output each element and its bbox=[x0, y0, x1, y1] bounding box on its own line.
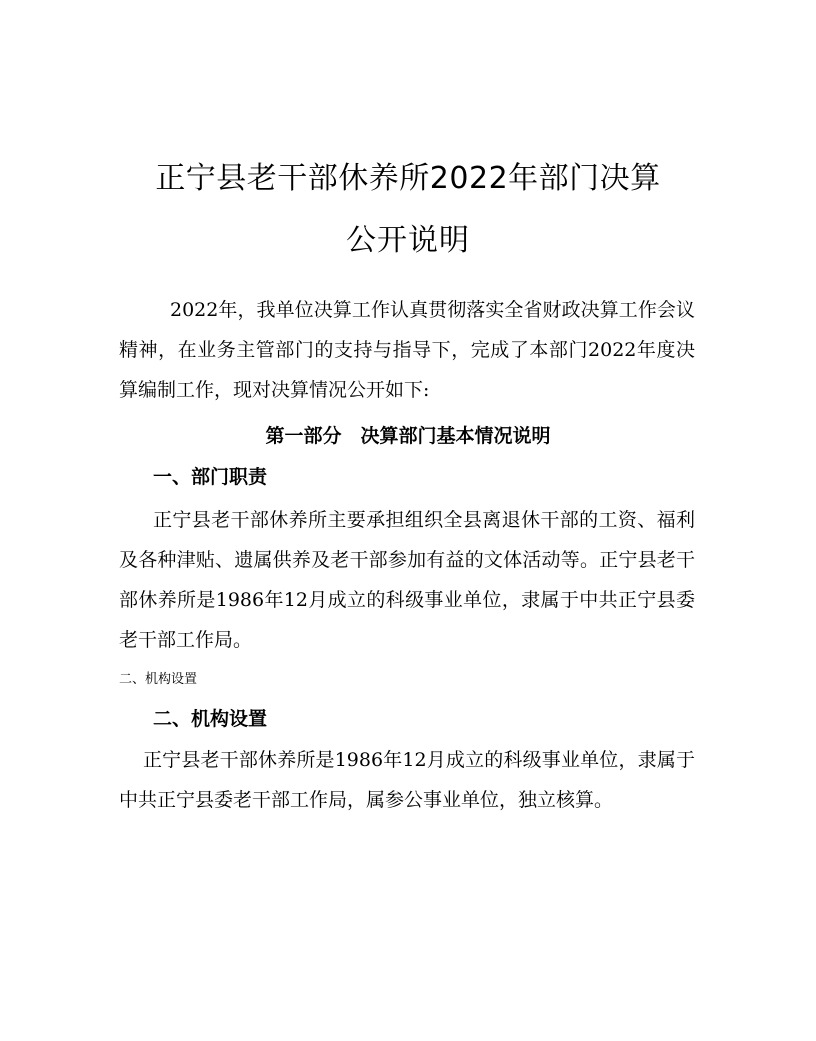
document-subtitle: 公开说明 bbox=[346, 223, 470, 258]
part-one-heading: 第一部分 决算部门基本情况说明 bbox=[265, 425, 551, 447]
small-section-label: 二、机构设置 bbox=[119, 672, 198, 687]
section-duties-paragraph: 正宁县老干部休养所主要承担组织全县离退休干部的工资、福利及各种津贴、遗属供养及老干部参加有益的文体活动等。正宁县老干部休养所是1986年12月成立的科级事业单位，隶属于中共正宁县委老干部工作局。 bbox=[119, 509, 695, 651]
intro-paragraph: 2022年，我单位决算工作认真贯彻落实全省财政决算工作会议精神，在业务主管部门的支持与指导下，完成了本部门2022年度决算编制工作，现对决算情况公开如下: bbox=[119, 299, 695, 401]
section-duties-heading: 一、部门职责 bbox=[153, 466, 268, 488]
document-title: 正宁县老干部休养所2022年部门决算 bbox=[155, 161, 661, 196]
section-organization-heading: 二、机构设置 bbox=[153, 708, 268, 730]
section-organization-paragraph: 正宁县老干部休养所是1986年12月成立的科级事业单位，隶属于中共正宁县委老干部工作局，属参公事业单位，独立核算。 bbox=[119, 749, 695, 811]
